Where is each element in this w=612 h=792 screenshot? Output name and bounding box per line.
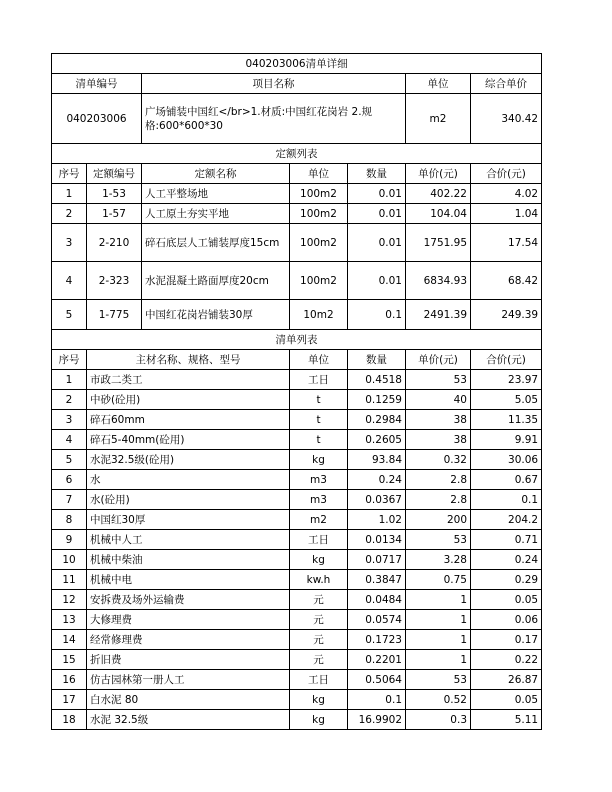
quota-code: 1-57 xyxy=(87,204,142,224)
quota-unit-price: 1751.95 xyxy=(406,224,471,262)
material-unit-price: 3.28 xyxy=(406,550,471,570)
material-unit-price: 2.8 xyxy=(406,490,471,510)
material-qty: 0.2984 xyxy=(348,410,406,430)
material-name: 经常修理费 xyxy=(87,630,290,650)
material-row xyxy=(52,590,542,610)
material-total: 0.1 xyxy=(471,490,542,510)
material-index: 2 xyxy=(52,390,87,410)
quota-total: 249.39 xyxy=(471,300,542,330)
quota-total: 4.02 xyxy=(471,184,542,204)
material-name: 水泥 32.5级 xyxy=(87,710,290,730)
material-name: 安拆费及场外运输费 xyxy=(87,590,290,610)
material-unit-price: 1 xyxy=(406,630,471,650)
material-unit-price: 53 xyxy=(406,530,471,550)
bill-unit-header: 单位 xyxy=(406,74,471,94)
material-qty: 16.9902 xyxy=(348,710,406,730)
quota-qty: 0.1 xyxy=(348,300,406,330)
material-name: 白水泥 80 xyxy=(87,690,290,710)
material-total: 9.91 xyxy=(471,430,542,450)
material-total: 23.97 xyxy=(471,370,542,390)
material-total: 0.05 xyxy=(471,690,542,710)
quota-index: 4 xyxy=(52,262,87,300)
material-unit: 元 xyxy=(290,610,348,630)
material-name: 水(砼用) xyxy=(87,490,290,510)
material-index: 14 xyxy=(52,630,87,650)
material-unit-price: 0.75 xyxy=(406,570,471,590)
material-unit: 元 xyxy=(290,590,348,610)
bill-code-header: 清单编号 xyxy=(52,74,142,94)
material-row xyxy=(52,510,542,530)
material-unit-price: 38 xyxy=(406,410,471,430)
material-index: 16 xyxy=(52,670,87,690)
material-row xyxy=(52,710,542,730)
quota-total: 1.04 xyxy=(471,204,542,224)
quota-unit: 100m2 xyxy=(290,262,348,300)
material-unit: kg xyxy=(290,710,348,730)
material-index: 5 xyxy=(52,450,87,470)
material-name: 机械中人工 xyxy=(87,530,290,550)
material-row xyxy=(52,410,542,430)
material-qty: 0.1 xyxy=(348,690,406,710)
material-unit: 工日 xyxy=(290,370,348,390)
material-index: 1 xyxy=(52,370,87,390)
material-unit: 工日 xyxy=(290,670,348,690)
materials-header-index: 序号 xyxy=(52,350,87,370)
material-index: 7 xyxy=(52,490,87,510)
material-name: 折旧费 xyxy=(87,650,290,670)
material-row xyxy=(52,630,542,650)
material-unit-price: 40 xyxy=(406,390,471,410)
material-index: 10 xyxy=(52,550,87,570)
material-name: 市政二类工 xyxy=(87,370,290,390)
material-unit: 元 xyxy=(290,630,348,650)
quota-row xyxy=(52,262,542,300)
material-name: 水 xyxy=(87,470,290,490)
materials-section-title: 清单列表 xyxy=(52,330,542,350)
bill-price-header: 综合单价 xyxy=(471,74,542,94)
quota-row xyxy=(52,300,542,330)
quota-index: 1 xyxy=(52,184,87,204)
material-unit: m3 xyxy=(290,490,348,510)
material-total: 0.06 xyxy=(471,610,542,630)
material-unit-price: 0.3 xyxy=(406,710,471,730)
quota-header-qty: 数量 xyxy=(348,164,406,184)
material-qty: 0.0484 xyxy=(348,590,406,610)
quota-name: 水泥混凝土路面厚度20cm xyxy=(142,262,290,300)
material-name: 仿古园林第一册人工 xyxy=(87,670,290,690)
material-total: 0.29 xyxy=(471,570,542,590)
material-row xyxy=(52,370,542,390)
quota-header-total: 合价(元) xyxy=(471,164,542,184)
quota-header-name: 定额名称 xyxy=(142,164,290,184)
bill-unit: m2 xyxy=(406,94,471,144)
quota-name: 人工原土夯实平地 xyxy=(142,204,290,224)
material-unit: 元 xyxy=(290,650,348,670)
bill-name-header: 项目名称 xyxy=(142,74,406,94)
material-qty: 0.2605 xyxy=(348,430,406,450)
material-unit-price: 53 xyxy=(406,370,471,390)
bill-name: 广场铺装中国红</br>1.材质:中国红花岗岩 2.规格:600*600*30 xyxy=(142,94,406,144)
material-row xyxy=(52,390,542,410)
material-qty: 93.84 xyxy=(348,450,406,470)
quota-qty: 0.01 xyxy=(348,184,406,204)
quota-header-row xyxy=(52,164,542,184)
material-total: 0.71 xyxy=(471,530,542,550)
materials-header-unit-price: 单价(元) xyxy=(406,350,471,370)
material-unit: kw.h xyxy=(290,570,348,590)
material-total: 204.2 xyxy=(471,510,542,530)
quota-row xyxy=(52,204,542,224)
material-qty: 0.1259 xyxy=(348,390,406,410)
quota-row xyxy=(52,184,542,204)
material-unit-price: 0.52 xyxy=(406,690,471,710)
bill-price: 340.42 xyxy=(471,94,542,144)
quota-qty: 0.01 xyxy=(348,262,406,300)
material-unit: m2 xyxy=(290,510,348,530)
quota-unit-price: 6834.93 xyxy=(406,262,471,300)
material-unit-price: 2.8 xyxy=(406,470,471,490)
materials-header-name: 主材名称、规格、型号 xyxy=(87,350,290,370)
material-row xyxy=(52,530,542,550)
material-index: 8 xyxy=(52,510,87,530)
quota-total: 17.54 xyxy=(471,224,542,262)
material-unit-price: 53 xyxy=(406,670,471,690)
material-unit: kg xyxy=(290,450,348,470)
quota-index: 2 xyxy=(52,204,87,224)
material-index: 18 xyxy=(52,710,87,730)
quota-unit: 100m2 xyxy=(290,224,348,262)
material-index: 13 xyxy=(52,610,87,630)
material-total: 5.11 xyxy=(471,710,542,730)
material-unit: kg xyxy=(290,690,348,710)
material-qty: 0.2201 xyxy=(348,650,406,670)
quota-section-title: 定额列表 xyxy=(52,144,542,164)
quota-unit: 100m2 xyxy=(290,204,348,224)
quota-name: 碎石底层人工铺装厚度15cm xyxy=(142,224,290,262)
quota-unit: 100m2 xyxy=(290,184,348,204)
bill-code: 040203006 xyxy=(52,94,142,144)
material-row xyxy=(52,610,542,630)
quota-name: 中国红花岗岩铺装30厚 xyxy=(142,300,290,330)
material-qty: 0.0717 xyxy=(348,550,406,570)
material-total: 0.17 xyxy=(471,630,542,650)
material-name: 机械中电 xyxy=(87,570,290,590)
materials-header-unit: 单位 xyxy=(290,350,348,370)
bill-header-row xyxy=(52,74,542,94)
material-unit: t xyxy=(290,410,348,430)
material-row xyxy=(52,570,542,590)
material-name: 机械中柴油 xyxy=(87,550,290,570)
materials-header-total: 合价(元) xyxy=(471,350,542,370)
material-qty: 0.0367 xyxy=(348,490,406,510)
materials-header-qty: 数量 xyxy=(348,350,406,370)
material-row xyxy=(52,550,542,570)
material-qty: 0.4518 xyxy=(348,370,406,390)
material-total: 0.67 xyxy=(471,470,542,490)
material-unit: t xyxy=(290,390,348,410)
quota-header-unit: 单位 xyxy=(290,164,348,184)
material-total: 0.05 xyxy=(471,590,542,610)
material-row xyxy=(52,450,542,470)
quota-unit: 10m2 xyxy=(290,300,348,330)
material-name: 水泥32.5级(砼用) xyxy=(87,450,290,470)
material-qty: 0.3847 xyxy=(348,570,406,590)
bill-detail-table xyxy=(51,53,542,730)
material-index: 6 xyxy=(52,470,87,490)
quota-unit-price: 402.22 xyxy=(406,184,471,204)
material-row xyxy=(52,490,542,510)
quota-header-unit-price: 单价(元) xyxy=(406,164,471,184)
material-qty: 0.0574 xyxy=(348,610,406,630)
material-index: 12 xyxy=(52,590,87,610)
bill-row xyxy=(52,94,542,144)
material-qty: 0.5064 xyxy=(348,670,406,690)
material-index: 9 xyxy=(52,530,87,550)
material-total: 5.05 xyxy=(471,390,542,410)
quota-code: 2-210 xyxy=(87,224,142,262)
material-qty: 0.0134 xyxy=(348,530,406,550)
material-unit-price: 1 xyxy=(406,650,471,670)
material-name: 中砂(砼用) xyxy=(87,390,290,410)
material-total: 26.87 xyxy=(471,670,542,690)
materials-header-row xyxy=(52,350,542,370)
quota-unit-price: 104.04 xyxy=(406,204,471,224)
material-unit: m3 xyxy=(290,470,348,490)
quota-index: 3 xyxy=(52,224,87,262)
material-row xyxy=(52,650,542,670)
quota-code: 2-323 xyxy=(87,262,142,300)
material-unit-price: 38 xyxy=(406,430,471,450)
material-index: 15 xyxy=(52,650,87,670)
material-total: 11.35 xyxy=(471,410,542,430)
material-unit: 工日 xyxy=(290,530,348,550)
material-row xyxy=(52,670,542,690)
material-unit-price: 1 xyxy=(406,610,471,630)
material-qty: 0.1723 xyxy=(348,630,406,650)
material-row xyxy=(52,690,542,710)
quota-code: 1-775 xyxy=(87,300,142,330)
material-total: 0.22 xyxy=(471,650,542,670)
table-title: 040203006清单详细 xyxy=(52,54,542,74)
material-row xyxy=(52,470,542,490)
quota-index: 5 xyxy=(52,300,87,330)
material-row xyxy=(52,430,542,450)
material-unit: kg xyxy=(290,550,348,570)
quota-unit-price: 2491.39 xyxy=(406,300,471,330)
quota-qty: 0.01 xyxy=(348,204,406,224)
material-index: 3 xyxy=(52,410,87,430)
material-name: 碎石5-40mm(砼用) xyxy=(87,430,290,450)
material-index: 11 xyxy=(52,570,87,590)
material-qty: 1.02 xyxy=(348,510,406,530)
material-total: 30.06 xyxy=(471,450,542,470)
material-name: 碎石60mm xyxy=(87,410,290,430)
material-unit: t xyxy=(290,430,348,450)
material-total: 0.24 xyxy=(471,550,542,570)
material-index: 17 xyxy=(52,690,87,710)
quota-header-code: 定额编号 xyxy=(87,164,142,184)
quota-row xyxy=(52,224,542,262)
material-qty: 0.24 xyxy=(348,470,406,490)
quota-name: 人工平整场地 xyxy=(142,184,290,204)
quota-header-index: 序号 xyxy=(52,164,87,184)
material-unit-price: 0.32 xyxy=(406,450,471,470)
material-name: 大修理费 xyxy=(87,610,290,630)
material-unit-price: 200 xyxy=(406,510,471,530)
material-index: 4 xyxy=(52,430,87,450)
material-unit-price: 1 xyxy=(406,590,471,610)
material-name: 中国红30厚 xyxy=(87,510,290,530)
quota-qty: 0.01 xyxy=(348,224,406,262)
quota-code: 1-53 xyxy=(87,184,142,204)
quota-total: 68.42 xyxy=(471,262,542,300)
